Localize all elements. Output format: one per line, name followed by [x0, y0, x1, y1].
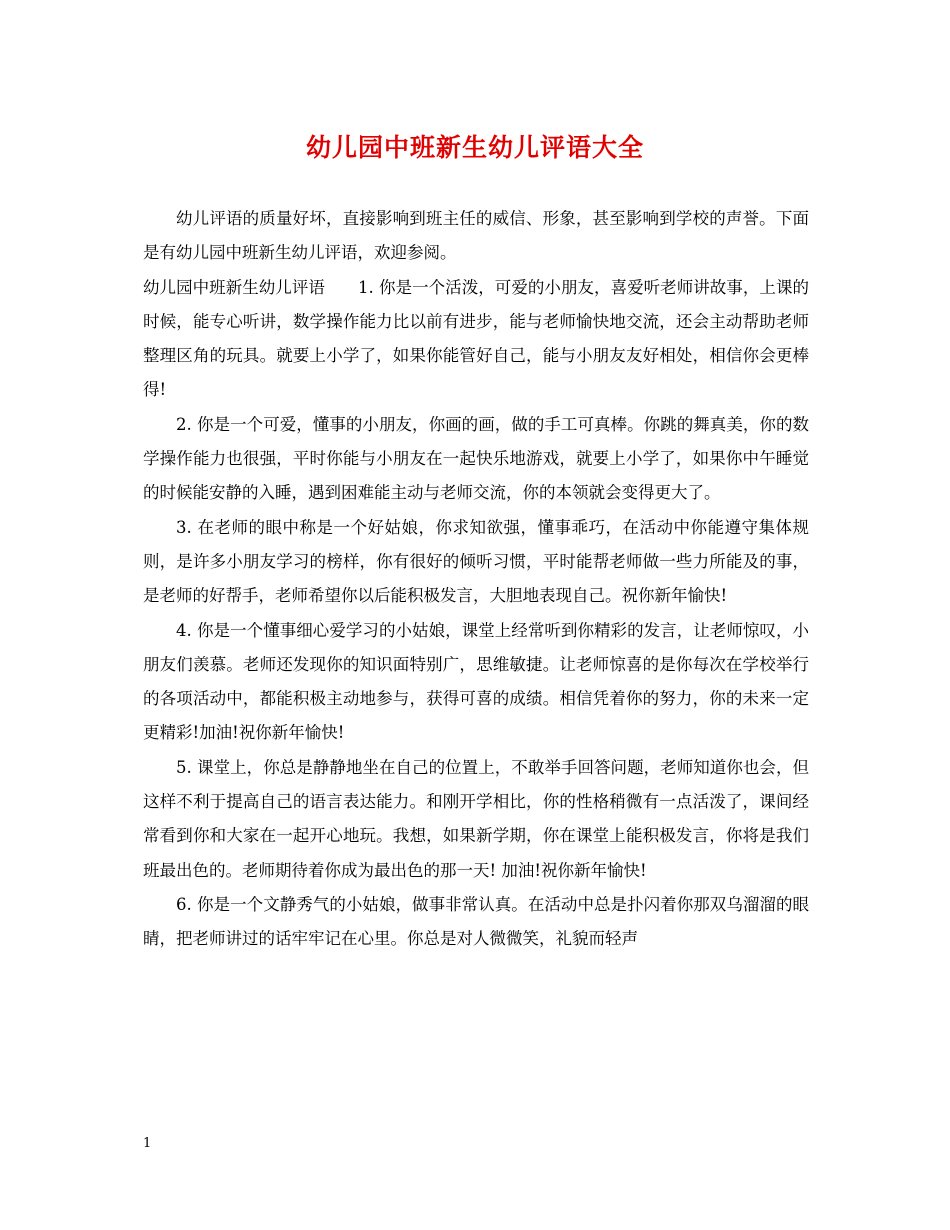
comment-paragraph-5: 5. 课堂上，你总是静静地坐在自己的位置上，不敢举手回答问题，老师知道你也会，但这样不利于提高自己的语言表达能力。和刚开学相比，你的性格稍微有一点活泼了，课间经常看到你和大家在一起开心地玩。我想，如果新学期，你在课堂上能积极发言，你将是我们班最出色的。老师期待着你成为最出色的那一天! 加油!祝你新年愉快! — [143, 757, 809, 880]
document-body — [143, 202, 809, 957]
intro-paragraph: 幼儿评语的质量好坏，直接影响到班主任的威信、形象，甚至影响到学校的声誉。下面是有幼儿园中班新生幼儿评语，欢迎参阅。 — [143, 209, 809, 263]
comment-paragraph-6: 6. 你是一个文静秀气的小姑娘，做事非常认真。在活动中总是扑闪着你那双乌溜溜的眼睛，把老师讲过的话牢牢记在心里。你总是对人微微笑，礼貌而轻声 — [143, 894, 809, 949]
comment-paragraph-4: 4. 你是一个懂事细心爱学习的小姑娘，课堂上经常听到你精彩的发言，让老师惊叹，小朋友们羡慕。老师还发现你的知识面特别广，思维敏捷。让老师惊喜的是你每次在学校举行的各项活动中，都能积极主动地参与，获得可喜的成绩。相信凭着你的努力，你的未来一定更精彩!加油!祝你新年愉快! — [143, 620, 809, 743]
comment-paragraph-1: 幼儿园中班新生幼儿评语 1. 你是一个活泼，可爱的小朋友，喜爱听老师讲故事，上课的时候，能专心听讲，数学操作能力比以前有进步，能与老师愉快地交流，还会主动帮助老师整理区角的玩具。就要上小学了，如果你能管好自己，能与小朋友友好相处，相信你会更棒得! — [143, 277, 809, 400]
page-number: 1 — [143, 1136, 152, 1151]
comment-paragraph-3: 3. 在老师的眼中称是一个好姑娘，你求知欲强，懂事乖巧，在活动中你能遵守集体规则，是许多小朋友学习的榜样，你有很好的倾听习惯，平时能帮老师做一些力所能及的事，是老师的好帮手，老师希望你以后能积极发言，大胆地表现自己。祝你新年愉快! — [143, 517, 809, 606]
document-title: 幼儿园中班新生幼儿评语大全 — [305, 133, 644, 162]
comment-paragraph-2: 2. 你是一个可爱，懂事的小朋友，你画的画，做的手工可真棒。你跳的舞真美，你的数学操作能力也很强，平时你能与小朋友在一起快乐地游戏，就要上小学了，如果你中午睡觉的时候能安静的入睡，遇到困难能主动与老师交流，你的本领就会变得更大了。 — [143, 414, 809, 503]
